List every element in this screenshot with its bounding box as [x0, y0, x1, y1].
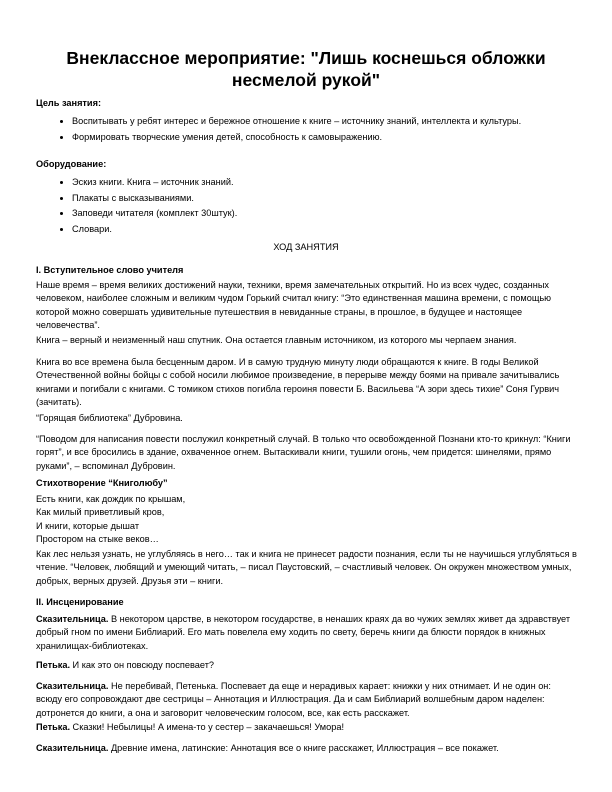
poem-line: И книги, которые дышат	[36, 520, 140, 531]
poem-line: Как милый приветливый кров,	[36, 507, 165, 518]
speaker-name: Сказительница.	[36, 614, 109, 624]
dialogue-line	[36, 613, 579, 653]
dialogue-text: Сказки! Небылицы! А имена-то у сестер – закачаешься! Умора!	[70, 722, 344, 732]
equipment-item: • Эскиз книги. Книга – источник знаний.	[72, 175, 592, 191]
equipment-heading: Оборудование:	[36, 159, 107, 169]
paragraph: Книга во все времена была бесценным даром. И в самую трудную минуту люди обращаются к книге. В годы Великой Отечественной войны бойцы с собой носили любимое произведение, в перерыве между боями на привале зачитывались книгами и погибали с книгами. С томиком стихов погибла героиня повести Б. Васильева “А зори здесь тихие” Соня Гурвич (зачитать).	[36, 357, 560, 408]
poem	[36, 493, 185, 546]
dialogue-line	[36, 721, 579, 734]
dialogue-text: И как это он повсюду поспевает?	[70, 660, 215, 670]
part2-heading: II. Инсценирование	[36, 597, 124, 607]
dialogue-text: Древние имена, латинские: Аннотация все о книге расскажет, Иллюстрация – все покажет.	[108, 743, 499, 753]
goal-heading: Цель занятия:	[36, 98, 102, 108]
paragraph: “Горящая библиотека” Дубровина.	[36, 413, 183, 423]
dialogue-line	[36, 742, 579, 755]
page-title	[30, 47, 582, 91]
goal-item: • Формировать творческие умения детей, способность к самовыражению.	[72, 130, 592, 146]
title-line-1: Внеклассное мероприятие: "Лишь коснешься обложки	[66, 48, 546, 68]
speaker-name: Сказительница.	[36, 681, 109, 691]
equipment-item: • Заповеди читателя (комплект 30штук).	[72, 206, 592, 222]
poem-heading: Стихотворение “Книголюбу”	[36, 478, 168, 488]
equipment-item: • Плакаты с высказываниями.	[72, 191, 592, 207]
dialogue-text: Не перебивай, Петенька. Поспевает да еще и нерадивых карает: книжки у них отнимает. И не один он: всюду его сопровождают две сестрицы – Аннотация и Иллюстрация. Да и сам Библиарий волшебным даром наделен: дотронется до книги, а она и заговорит человеческим голосом, все, как есть расскажет.	[36, 681, 551, 718]
poem-line: Есть книги, как дождик по крышам,	[36, 494, 186, 504]
paragraph: “Поводом для написания повести послужил конкретный случай. В только что освобожденной Познани кто-то крикнул: “Книги горят”, и все бросились в здание, охваченное огнем. Вытаскивали книги, тушили огонь, чем придется: шинелями, прямо руками”, – вспоминал Дубровин.	[36, 434, 571, 471]
part1-heading: I. Вступительное слово учителя	[36, 265, 184, 275]
poem-line: Простором на стыке веков…	[36, 533, 159, 544]
paragraph: Наше время – время великих достижений науки, техники, время замечательных открытий. Но из всех чудес, созданных человеком, наиболее сложным и великим чудом Горький считал книгу: “Это единственная машина времени, с помощью которой можно совершать удивительные путешествия в невиданные страны, в прошлое, в будущее и настоящее человечества”.	[36, 280, 552, 331]
dialogue-line	[36, 659, 579, 672]
dialogue-text: В некотором царстве, в некотором государстве, в ненаших краях да во чужих землях живет да здравствует добрый гном по имени Библиарий. Его мать повелела ему ходить по свету, беречь книги да блюсти порядок в книжных хранилищах-библиотеках.	[36, 614, 571, 651]
speaker-name: Петька.	[36, 660, 70, 670]
paragraph: Книга – верный и неизменный наш спутник. Она остается главным источником, из которого мы черпаем знания.	[36, 335, 517, 345]
speaker-name: Петька.	[36, 722, 70, 732]
title-line-2: несмелой рукой"	[231, 70, 381, 90]
paragraph: Как лес нельзя узнать, не углубляясь в него… так и книга не принесет радости познания, если ты не научишься углубляться в чтение. “Человек, любящий и умеющий читать, – писал Паустовский, – счастливый человек. Он окружен множеством умных, добрых, верных друзей. Друзья эти – книги.	[36, 549, 577, 586]
equipment-item: • Словари.	[72, 222, 592, 238]
section-title: ХОД ЗАНЯТИЯ	[273, 242, 339, 252]
speaker-name: Сказительница.	[36, 743, 109, 753]
dialogue-line	[36, 680, 579, 720]
equipment-list	[54, 175, 592, 237]
goal-item: • Воспитывать у ребят интерес и бережное отношение к книге – источнику знаний, интеллекта и культуры.	[72, 114, 592, 130]
goal-list	[54, 114, 592, 145]
